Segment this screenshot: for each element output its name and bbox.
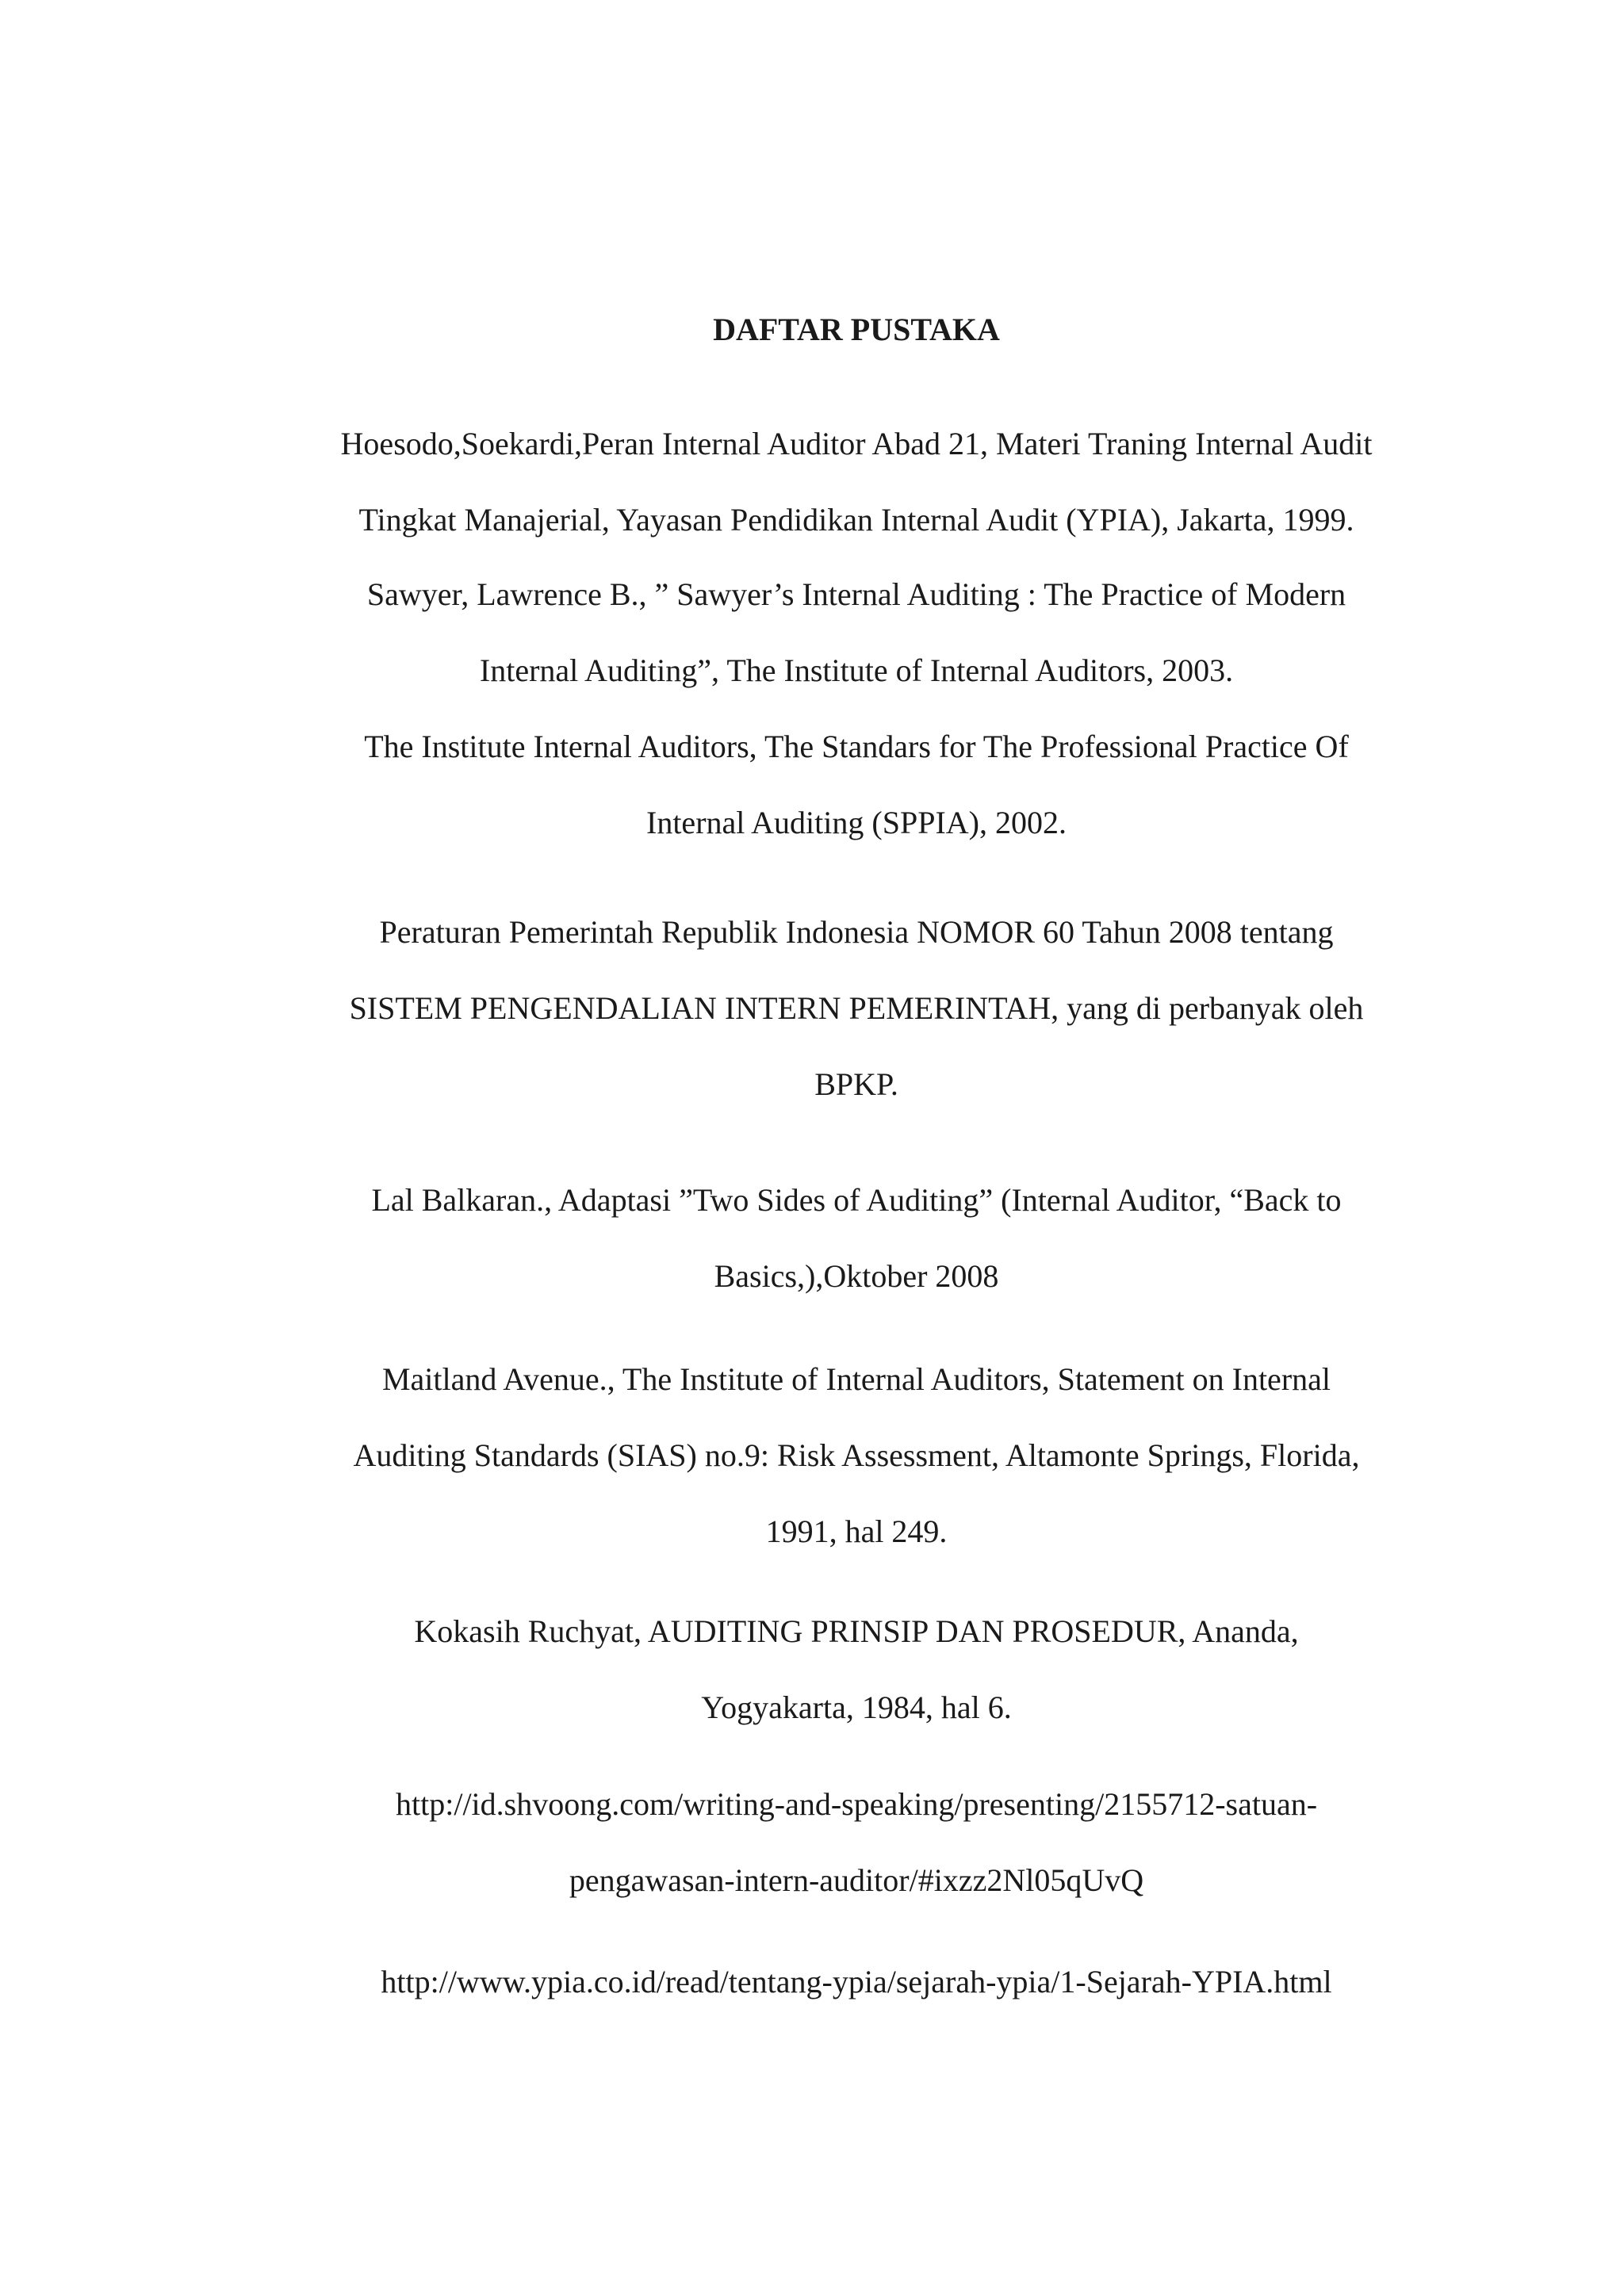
reference-entry-shvoong-url [309,1766,1404,1919]
reference-url-line: http://id.shvoong.com/writing-and-speaking/presenting/2155712-satuan- [395,1786,1318,1822]
reference-line: Kokasih Ruchyat, AUDITING PRINSIP DAN PROSEDUR, Ananda, [414,1613,1299,1649]
reference-line: SISTEM PENGENDALIAN INTERN PEMERINTAH, yang di perbanyak oleh [349,990,1364,1026]
reference-entry-peraturan-pemerintah [309,894,1404,1123]
reference-entry-ruchyat [309,1594,1404,1746]
reference-entry-sawyer [309,557,1404,709]
reference-line: Maitland Avenue., The Institute of Internal Auditors, Statement on Internal [381,1361,1331,1397]
reference-line: Hoesodo,Soekardi,Peran Internal Auditor Abad 21, Materi Traning Internal Audit [340,426,1373,461]
reference-line: 1991, hal 249. [765,1513,948,1549]
reference-line: Tingkat Manajerial, Yayasan Pendidikan Internal Audit (YPIA), Jakarta, 1999. [358,502,1354,538]
reference-line: BPKP. [814,1066,898,1102]
reference-line: Internal Auditing (SPPIA), 2002. [646,805,1067,840]
reference-line: The Institute Internal Auditors, The Standars for The Professional Practice Of [364,729,1349,764]
reference-line: Lal Balkaran., Adaptasi ”Two Sides of Auditing” (Internal Auditor, “Back to [371,1182,1342,1218]
reference-url-line: pengawasan-intern-auditor/#ixzz2Nl05qUvQ [569,1862,1144,1898]
reference-entry-maitland [309,1341,1404,1570]
page-title: DAFTAR PUSTAKA [713,312,1000,347]
reference-entry-ypia-url [309,1944,1404,2020]
reference-url-line: http://www.ypia.co.id/read/tentang-ypia/sejarah-ypia/1-Sejarah-YPIA.html [381,1964,1332,1999]
reference-line: Basics,),Oktober 2008 [714,1258,999,1294]
reference-entry-iia-standards [309,709,1404,861]
reference-line: Yogyakarta, 1984, hal 6. [701,1689,1012,1725]
reference-entry-balkaran [309,1162,1404,1314]
reference-line: Auditing Standards (SIAS) no.9: Risk Assessment, Altamonte Springs, Florida, [353,1437,1360,1473]
reference-line: Peraturan Pemerintah Republik Indonesia NOMOR 60 Tahun 2008 tentang [379,914,1334,950]
reference-line: Sawyer, Lawrence B., ” Sawyer’s Internal Auditing : The Practice of Modern [366,576,1346,612]
reference-entry-hoesodo [309,406,1404,558]
reference-line: Internal Auditing”, The Institute of Internal Auditors, 2003. [479,652,1234,688]
